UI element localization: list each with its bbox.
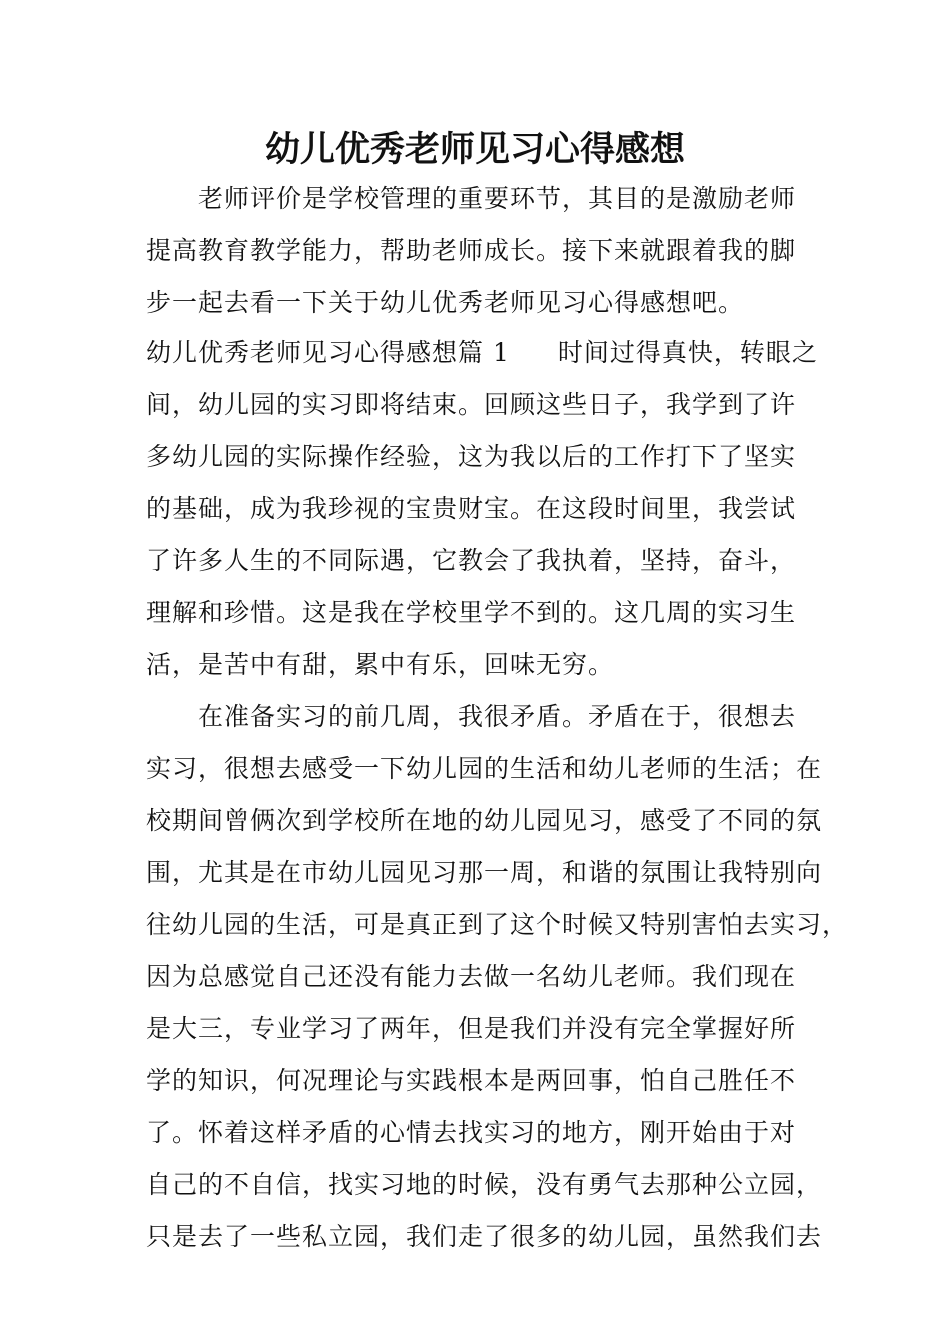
intro-line: 提高教育教学能力，帮助老师成长。接下来就跟着我的脚	[146, 236, 797, 265]
intro-line: 老师评价是学校管理的重要环节，其目的是激励老师	[198, 184, 797, 213]
section-heading: 幼儿优秀老师见习心得感想篇 1	[146, 338, 510, 367]
paragraph-line: 在准备实习的前几周，我很矛盾。矛盾在于，很想去	[198, 702, 797, 731]
paragraph-line: 是大三，专业学习了两年，但是我们并没有完全掌握好所	[146, 1014, 797, 1043]
paragraph-line: 因为总感觉自己还没有能力去做一名幼儿老师。我们现在	[146, 962, 797, 991]
paragraph-line: 的基础，成为我珍视的宝贵财宝。在这段时间里，我尝试	[146, 494, 797, 523]
paragraph-line: 多幼儿园的实际操作经验，这为我以后的工作打下了坚实	[146, 442, 797, 471]
section-heading-line	[146, 336, 818, 370]
paragraph-line: 了许多人生的不同际遇，它教会了我执着，坚持，奋斗，	[146, 546, 797, 575]
paragraph-line: 围，尤其是在市幼儿园见习那一周，和谐的氛围让我特别向	[146, 858, 823, 887]
paragraph-line: 学的知识，何况理论与实践根本是两回事，怕自己胜任不	[146, 1066, 797, 1095]
paragraph-line: 了。怀着这样矛盾的心情去找实习的地方，刚开始由于对	[146, 1118, 797, 1147]
paragraph-line: 自己的不自信，找实习地的时候，没有勇气去那种公立园，	[146, 1170, 823, 1199]
intro-line: 步一起去看一下关于幼儿优秀老师见习心得感想吧。	[146, 288, 745, 317]
section-first-line-text: 时间过得真快，转眼之	[557, 338, 818, 367]
document-title: 幼儿优秀老师见习心得感想	[264, 129, 685, 170]
paragraph-line: 只是去了一些私立园，我们走了很多的幼儿园，虽然我们去	[146, 1222, 823, 1251]
paragraph-line: 间，幼儿园的实习即将结束。回顾这些日子，我学到了许	[146, 390, 797, 419]
paragraph-line: 往幼儿园的生活，可是真正到了这个时候又特别害怕去实习，	[146, 910, 849, 939]
paragraph-line: 校期间曾俩次到学校所在地的幼儿园见习，感受了不同的氛	[146, 806, 823, 835]
paragraph-line: 活，是苦中有甜，累中有乐，回味无穷。	[146, 650, 615, 679]
paragraph-line: 理解和珍惜。这是我在学校里学不到的。这几周的实习生	[146, 598, 797, 627]
paragraph-line: 实习，很想去感受一下幼儿园的生活和幼儿老师的生活；在	[146, 754, 823, 783]
